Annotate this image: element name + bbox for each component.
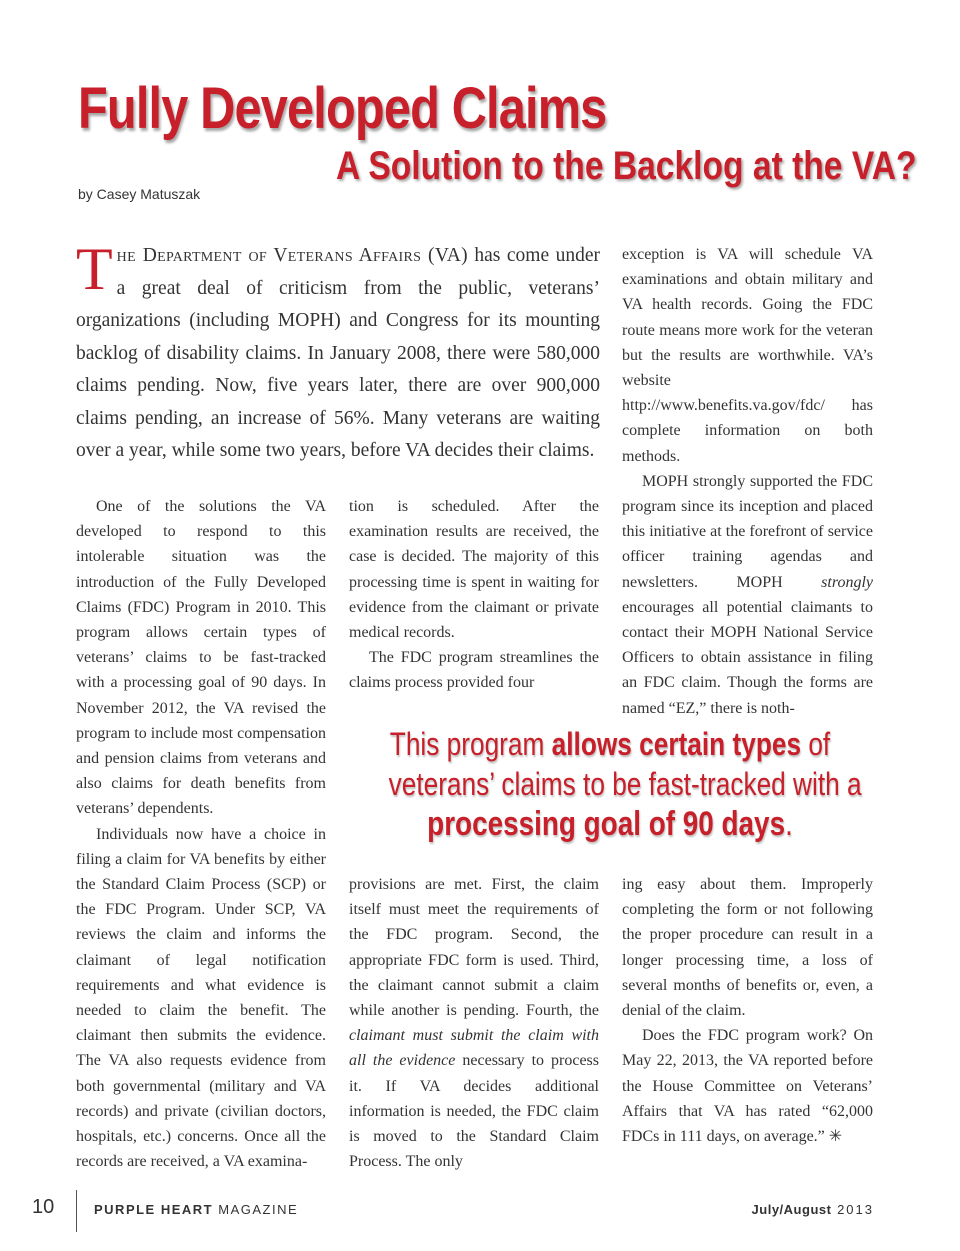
body-column-2-top — [349, 494, 599, 696]
body-text: necessary to process it. If VA decides additional information is needed, the FDC claim is moved to the Standard Claim Process. The only — [349, 1052, 599, 1171]
magazine-name-rest: MAGAZINE — [213, 1202, 299, 1217]
pull-quote-line-3 — [389, 804, 832, 844]
body-column-1 — [76, 494, 326, 1174]
page-number: 10 — [32, 1196, 55, 1218]
body-paragraph — [622, 469, 873, 721]
body-paragraph: exception is VA will schedule VA examinations and obtain military and VA health records. Going the FDC route means more work for the veteran but the results are worthwhile. VA’s website http://www.benefits.va.gov/fdc/ has complete information on both methods. — [622, 246, 873, 465]
body-column-3-top — [622, 242, 873, 721]
body-paragraph: The FDC program streamlines the claims process provided four — [349, 649, 599, 692]
body-emphasis: claimant must submit the claim with all the evidence — [349, 1027, 599, 1070]
byline: by Casey Matuszak — [78, 186, 201, 202]
body-emphasis: strongly — [821, 573, 873, 591]
article-subtitle: A Solution to the Backlog at the VA? — [336, 144, 917, 188]
body-paragraph: One of the solutions the VA developed to respond to this intolerable situation was the introduction of the Fully Developed Claims (FDC) Program in 2010. This program allows certain types of veterans’ claims to be fast-tracked with a processing goal of 90 days. In November 2012, the VA revised the program to include most compensation and pension claims from veterans and also claims for death benefits from veterans’ dependents. — [76, 498, 326, 818]
body-paragraph: Does the FDC program work? On May 22, 2013, the VA reported before the House Committee on Veterans’ Affairs that VA has rated “62,000 FDCs in 111 days, on average.” ✳ — [622, 1027, 873, 1146]
body-column-3-bottom — [622, 872, 873, 1149]
footer-divider — [76, 1190, 77, 1232]
lead-paragraph — [76, 236, 600, 468]
pull-quote-text: . — [785, 805, 793, 843]
lead-text: has come under a great deal of criticism from the public, veterans’ organizations (including MOPH) and Congress for its mounting backlog of disability claims. In January 2008, there were 580,000 claims pending. Now, five years later, there are over 900,000 claims pending, an increase of 56%. Many veterans are waiting over a year, while some two years, before VA decides their claims. — [76, 245, 600, 461]
pull-quote-bold: allows certain types — [551, 726, 802, 762]
issue-year: 2013 — [831, 1202, 874, 1217]
pull-quote-text: of — [801, 726, 831, 762]
body-text: encourages all potential claimants to contact their MOPH National Service Officers to obtain assistance in filing an FDC claim. Though the forms are named “EZ,” there is noth- — [622, 598, 873, 717]
body-paragraph: ing easy about them. Improperly completing the form or not following the proper procedure can result in a longer processing time, a loss of several months of benefits or, even, a denial of the claim. — [622, 876, 873, 1020]
magazine-name-bold: PURPLE HEART — [94, 1202, 214, 1217]
issue-month: July/August — [751, 1202, 832, 1217]
pull-quote-bold: processing goal of 90 days — [427, 805, 786, 843]
body-paragraph: tion is scheduled. After the examination results are received, the case is decided. The majority of this processing time is spent in waiting for evidence from the claimant or private medical records. — [349, 498, 599, 642]
body-paragraph — [349, 872, 599, 1174]
body-text: provisions are met. First, the claim itself must meet the requirements of the FDC program. Second, the appropriate FDC form is used. Third, the claimant cannot submit a claim while another is pending. Fourth, the — [349, 876, 599, 1020]
article-title: Fully Developed Claims — [78, 76, 607, 141]
body-column-2-bottom — [349, 872, 599, 1174]
body-paragraph: Individuals now have a choice in filing a claim for VA benefits by either the Standard Claim Process (SCP) or the FDC Program. Under SCP, VA reviews the claim and informs the claimant of legal notification requirements and what evidence is needed to claim the benefit. The claimant then submits the evidence. The VA also requests evidence from both governmental (military and VA records) and private (civilian doctors, hospitals, etc.) concerns. Once all the records are received, a VA examina- — [76, 825, 326, 1171]
lead-smallcaps: he Department of Veterans Affairs (VA) — [116, 245, 468, 266]
drop-cap: T — [76, 236, 113, 302]
magazine-name — [94, 1202, 298, 1217]
issue-date — [752, 1202, 874, 1217]
pull-quote-line-2: veterans’ claims to be fast-tracked with a — [388, 766, 862, 802]
pull-quote-line-1 — [389, 724, 832, 764]
body-text: MOPH strongly supported the FDC program since its inception and placed this initiative at the forefront of service officer training agendas and newsletters. MOPH — [622, 472, 873, 591]
pull-quote — [340, 724, 880, 844]
pull-quote-text: This program — [389, 726, 552, 762]
